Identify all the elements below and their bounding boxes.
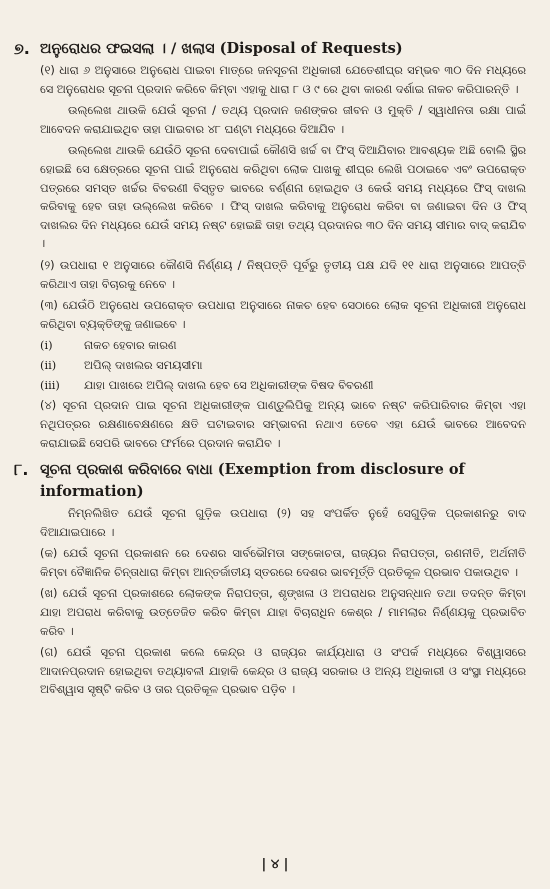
paragraph: ନିମ୍ନଲିଖିତ ଯେଉଁ ସୂଚନା ଗୁଡ଼ିକ ଉପଧାରା (୨) ସହ ସଂପର୍କିତ ନୁହେଁ ସେଗୁଡ଼ିକ ପ୍ରକାଶନରୁ ବାଦ ଦିଆଯାଇପାରେ । <box>40 506 526 539</box>
section-8 <box>14 459 526 702</box>
paragraph: (୨) ଉପଧାରା ୧ ଅନୁସାରେ କୌଣସି ନିର୍ଣ୍ଣୟ / ନିଷ୍ପତ୍ତି ପୂର୍ବରୁ ତୃତୀୟ ପକ୍ଷ ଯଦି ୧୧ ଧାରା ଅନୁସାରେ ଆପତ୍ତି କରିଥାଏ ତାହା ବିଚାରକୁ ନେବେ । <box>40 257 526 291</box>
paragraph: (୪) ସୂଚନା ପ୍ରଦାନ ପାଇ ସୂଚନା ଅଧିକାରୀଙ୍କ ପାଣ୍ଡୁଲିପିକୁ ଅନ୍ୟ ଭାବେ ନଷ୍ଟ କରିପାରିବାର କିମ୍ବା ଏହା ନଥିପତ୍ରର ରକ୍ଷଣାବେକ୍ଷଣରେ କ୍ଷତି ଘଟାଇବାର ସମ୍ଭାବନା ନଥାଏ ତେବେ ଏହା ଯେଉଁ ଭାବରେ ଆବେଦନ କରାଯାଇଛି ସେପରି ଭାବରେ ଫର୍ମରେ ପ୍ରଦାନ କରାଯିବ । <box>40 398 526 450</box>
list-item <box>40 336 526 355</box>
section-heading <box>40 459 526 503</box>
heading-english: (Disposal of Requests) <box>219 40 403 57</box>
section-heading <box>40 38 526 60</box>
section-number: ୭. <box>14 39 30 58</box>
list-text: ଯାହା ପାଖରେ ଅପିଲ୍ ଦାଖଲ ହେବ ସେ ଅଧିକାରୀଙ୍କ ବିଷଦ ବିବରଣୀ <box>84 378 374 393</box>
list-marker: (ii) <box>40 358 57 373</box>
heading-odia: ଅନୁରୋଧର ଫଇସଲା । / ଖଲାସ <box>40 41 215 57</box>
paragraph: ଉଲ୍ଲେଖ ଥାଉକି ଯେଉଁ ସୂଚନା / ତଥ୍ୟ ପ୍ରଦାନ ଜଣଙ୍କର ଜୀବନ ଓ ମୁକ୍ତି / ସ୍ୱାଧୀନତା ରକ୍ଷା ପାଇଁ ଆବେଦନ କରାଯାଇଥିବ ତାହା ପାଇବାର ୪୮ ଘଣ୍ଟା ମଧ୍ୟରେ ଦିଆଯିବ । <box>40 103 526 136</box>
paragraph: ଉଲ୍ଲେଖ ଥାଉକି ଯେଉଁଠି ସୂଚନା ଦେବାପାଇଁ କୌଣସି ଖର୍ଚ୍ଚ ବା ଫିସ୍ ଦିଆଯିବାର ଆବଶ୍ୟକ ଅଛି ବୋଲି ସ୍ଥିର ହୋଇଛି ସେ କ୍ଷେତ୍ରରେ ସୂଚନା ପାଇଁ ଅନୁରୋଧ କରିଥିବା ଲୋକ ପାଖକୁ ଶୀଘ୍ର ଲେଖି ପଠାଇବେ ଏବଂ ଉପରୋକ୍ତ ପତ୍ରରେ ସମସ୍ତ ଖର୍ଚ୍ଚର ବିବରଣୀ ବିସ୍ତୃତ ଭାବରେ ବର୍ଣ୍ଣନା ହୋଇଥିବ ଓ କେଉଁ ସମୟ ମଧ୍ୟରେ ଫିସ୍ ଦାଖଲ କରିବାକୁ ହେବ ତାହା ଉଲ୍ଲେଖ କରିବେ । ଫିସ୍ ଦାଖଲ କରିବାକୁ ଅନୁରୋଧ କରିବା ବା ଜଣାଇବା ଦିନ ଓ ଫିସ୍ ଦାଖଲର ଦିନ ମଧ୍ୟରେ ଯେଉଁ ସମୟ ନଷ୍ଟ ହୋଇଛି ତାହା ତଥ୍ୟ ପ୍ରଦାନର ୩୦ ଦିନ ସମୟ ସୀମାର ବାଦ୍ କରାଯିବ । <box>40 143 526 251</box>
paragraph: (ଖ) ଯେଉଁ ସୂଚନା ପ୍ରକାଶରେ ଲୋକଙ୍କ ନିରାପତ୍ତା, ଶୃଙ୍ଖଳା ଓ ଅପରାଧର ଅନୁସନ୍ଧାନ ତଥା ତଦନ୍ତ କିମ୍ବା ଯାହା ଅପରାଧ କରିବାକୁ ଉତ୍ତେଜିତ କରିବ କିମ୍ବା ଯାହା ବିଚାରାଧିନ କେଶ୍ର / ମାମଲାର ନିର୍ଣ୍ଣୟକୁ ପ୍ରଭାବିତ କରିବ । <box>40 586 526 638</box>
list-item <box>40 376 526 395</box>
page-number: | ୪ | <box>261 857 289 872</box>
paragraph: (୩) ଯେଉଁଠି ଅନୁରୋଧ ଉପରୋକ୍ତ ଉପଧାରା ଅନୁସାରେ ନାକଚ ହେବ ସେଠାରେ ଲୋକ ସୂଚନା ଅଧିକାରୀ ଅନୁରୋଧ କରିଥିବା ବ୍ୟକ୍ତିଙ୍କୁ ଜଣାଇବେ । <box>40 298 526 331</box>
list-text: ଅପିଲ୍ ଦାଖଲର ସମୟସୀମା <box>84 358 203 373</box>
heading-english: (Exemption from disclosure of information) <box>40 461 465 501</box>
section-body <box>40 38 526 455</box>
section-7 <box>14 38 526 455</box>
paragraph: (ଗ) ଯେଉଁ ସୂଚନା ପ୍ରକାଶ କଲେ କେନ୍ଦ୍ର ଓ ରାଜ୍ୟର କାର୍ଯ୍ୟଧାରା ଓ ସଂପର୍କ ମଧ୍ୟରେ ବିଶ୍ୱାସରେ ଆଦାନପ୍ରଦାନ ହୋଇଥିବା ତଥ୍ୟାବଳୀ ଯାହାକି କେନ୍ଦ୍ର ଓ ରାଜ୍ୟ ସରକାର ଓ ଅନ୍ୟ ଅଧିକାରୀ ଓ ସଂସ୍ଥା ମଧ୍ୟରେ ଅବିଶ୍ୱାସ ସୃଷ୍ଟି କରିବ ଓ ତାର ପ୍ରତିକୂଳ ପ୍ରଭାବ ପଡ଼ିବ । <box>40 645 526 697</box>
list-marker: (i) <box>40 338 53 353</box>
list-item <box>40 356 526 375</box>
list-marker: (iii) <box>40 378 60 393</box>
section-body <box>40 459 526 702</box>
heading-odia: ସୂଚନା ପ୍ରକାଶ କରିବାରେ ବାଧା <box>40 462 213 479</box>
paragraph: (୧) ଧାରା ୬ ଅନୁସାରେ ଅନୁରୋଧ ପାଇବା ମାତ୍ରେ ଜନସୂଚନା ଅଧିକାରୀ ଯେତେଶୀଘ୍ର ସମ୍ଭବ ୩୦ ଦିନ ମଧ୍ୟରେ ସେ ଅନୁରୋଧର ସୂଚନା ପ୍ରଦାନ କରିବେ କିମ୍ବା ଏହାକୁ ଧାରା ୮ ଓ ୯ ରେ ଥିବା କାରଣ ଦର୍ଶାଇ ନାକଚ କରିପାରନ୍ତି । <box>40 63 526 96</box>
paragraph: (କ) ଯେଉଁ ସୂଚନା ପ୍ରକାଶନ ରେ ଦେଶର ସାର୍ବଭୌମତା ସଙ୍କୋଚତା, ରାଜ୍ୟର ନିରାପତ୍ତା, ରଣନୀତି, ଅର୍ଥନୀତି କିମ୍ବା ବୈଜ୍ଞାନିକ ଚିନ୍ତାଧାରା କିମ୍ବା ଆନ୍ତର୍ଜାତୀୟ ସ୍ତରରେ ଦେଶର ଭାବମୂର୍ତ୍ତି ପ୍ରତିକୂଳ ପ୍ରଭାବ ପକାଉଥିବ । <box>40 546 526 579</box>
section-number: ୮. <box>14 460 29 480</box>
list-text: ନାକଚ ହେବାର କାରଣ <box>84 338 177 353</box>
